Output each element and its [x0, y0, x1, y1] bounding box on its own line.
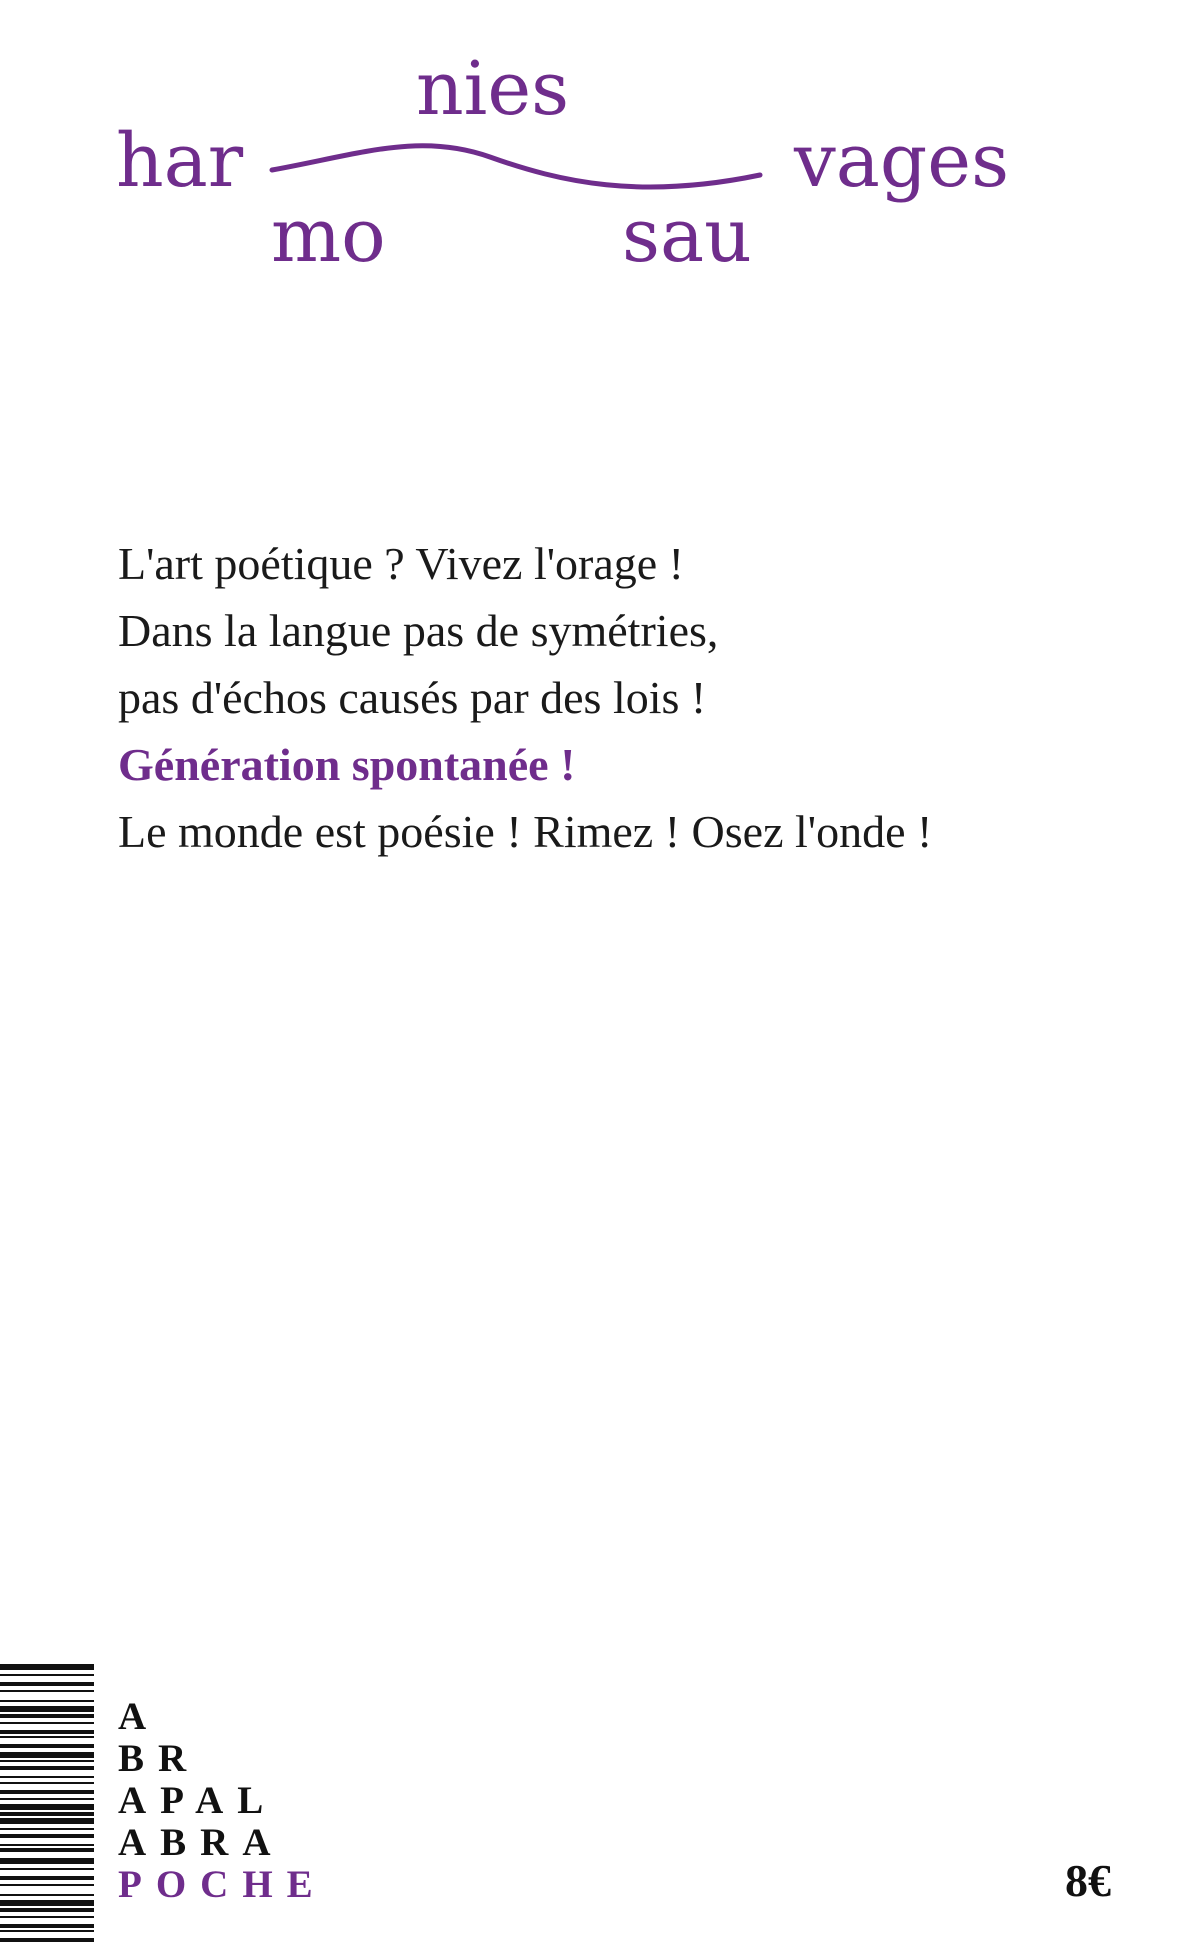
barcode-bar: [0, 1804, 94, 1810]
barcode-bar: [0, 1844, 94, 1846]
wave-curve: [272, 146, 760, 187]
barcode-bar: [0, 1782, 94, 1784]
barcode-bar: [0, 1730, 94, 1734]
poem: [118, 530, 932, 865]
barcode-bar: [0, 1894, 94, 1896]
title-fragment-mo: mo: [271, 193, 386, 279]
barcode-bar: [0, 1766, 94, 1770]
title-fragment-vages: vages: [794, 118, 1010, 204]
barcode-bar: [0, 1812, 94, 1816]
barcode-bar: [0, 1828, 94, 1830]
barcode-bar: [0, 1848, 94, 1852]
barcode-bar: [0, 1798, 94, 1800]
publisher-logo: [118, 1696, 327, 1906]
title-fragment-sau: sau: [622, 193, 752, 279]
barcode-bar: [0, 1900, 94, 1906]
barcode-bar: [0, 1752, 94, 1758]
barcode-bar: [0, 1908, 94, 1912]
barcode-bar: [0, 1916, 94, 1918]
barcode-bar: [0, 1858, 94, 1864]
barcode-icon: [0, 1664, 94, 1942]
barcode-bar: [0, 1706, 94, 1712]
publisher-logo-line-4: ABRA: [118, 1821, 285, 1864]
barcode-bar: [0, 1938, 94, 1942]
publisher-logo-line-1: A: [118, 1695, 161, 1738]
barcode-bar: [0, 1834, 94, 1838]
title-fragment-har: har: [116, 118, 244, 204]
poem-line-3: pas d'échos causés par des lois !: [118, 672, 707, 723]
publisher-logo-line-3: APAL: [118, 1779, 278, 1822]
barcode-bar: [0, 1790, 94, 1794]
barcode-bar: [0, 1682, 94, 1686]
poem-line-5: Le monde est poésie ! Rimez ! Osez l'onde !: [118, 806, 933, 857]
barcode-bar: [0, 1722, 94, 1724]
barcode-bar: [0, 1776, 94, 1778]
poem-line-1: L'art poétique ? Vivez l'orage !: [118, 538, 684, 589]
publisher-logo-line-5: POCHE: [118, 1863, 327, 1906]
title-fragment-nies: nies: [416, 46, 570, 132]
barcode-bar: [0, 1700, 94, 1702]
poem-line-4: Génération spontanée !: [118, 739, 576, 790]
barcode-bar: [0, 1744, 94, 1748]
price-label: 8€: [1065, 1855, 1111, 1906]
barcode-bar: [0, 1818, 94, 1824]
barcode-bar: [0, 1876, 94, 1880]
barcode-bar: [0, 1714, 94, 1718]
barcode-bar: [0, 1884, 94, 1886]
poem-line-2: Dans la langue pas de symétries,: [118, 605, 719, 656]
barcode-bar: [0, 1690, 94, 1692]
barcode-bar: [0, 1736, 94, 1738]
barcode-bar: [0, 1930, 94, 1932]
barcode-bar: [0, 1760, 94, 1762]
barcode-bar: [0, 1674, 94, 1676]
publisher-logo-line-2: BR: [118, 1737, 201, 1780]
barcode-bar: [0, 1664, 94, 1670]
barcode-bar: [0, 1868, 94, 1870]
barcode-bar: [0, 1924, 94, 1928]
